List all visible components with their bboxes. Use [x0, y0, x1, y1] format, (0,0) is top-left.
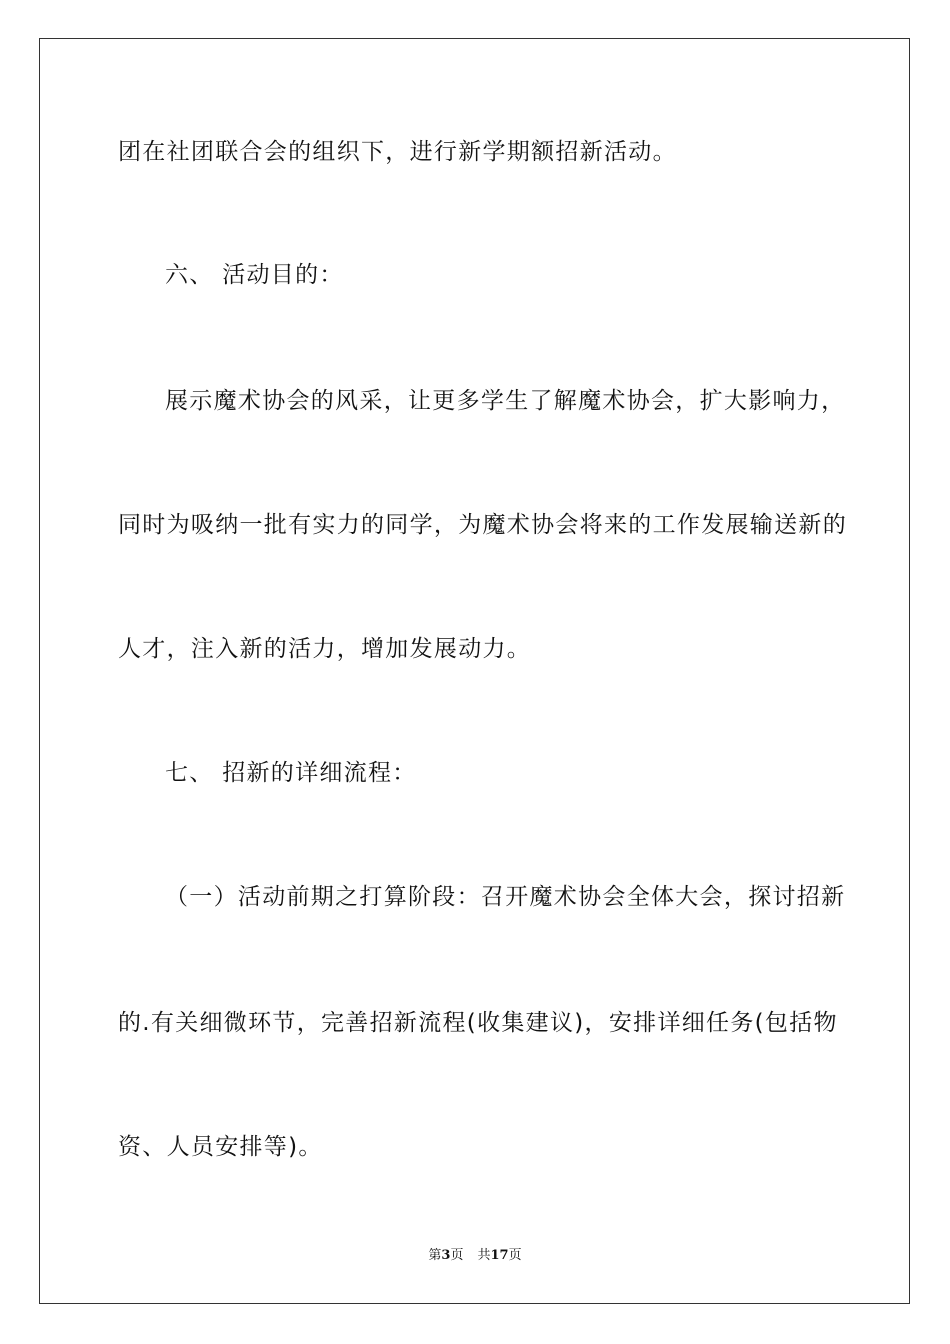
section-heading-purpose: 六、 活动目的：	[165, 262, 344, 288]
paragraph-line: 展示魔术协会的风采，让更多学生了解魔术协会，扩大影响力，	[165, 388, 846, 414]
total-suffix: 页	[508, 1248, 522, 1263]
paragraph-line: 资、人员安排等)。	[118, 1134, 323, 1160]
page-prefix: 第	[428, 1248, 442, 1263]
total-prefix: 共	[477, 1248, 491, 1263]
section-heading-process: 七、 招新的详细流程：	[165, 760, 417, 786]
page-footer	[0, 1247, 950, 1265]
page-border	[39, 38, 910, 1304]
page-number: 3	[441, 1248, 451, 1263]
paragraph-line: 人才，注入新的活力，增加发展动力。	[118, 636, 532, 662]
paragraph-line: 同时为吸纳一批有实力的同学，为魔术协会将来的工作发展输送新的	[118, 512, 847, 538]
page-suffix: 页	[450, 1248, 464, 1263]
paragraph-line: （一）活动前期之打算阶段：召开魔术协会全体大会，探讨招新	[165, 884, 846, 910]
paragraph-line: 的.有关细微环节，完善招新流程(收集建议)，安排详细任务(包括物	[118, 1010, 838, 1036]
total-pages: 17	[490, 1248, 509, 1263]
paragraph-line: 团在社团联合会的组织下，进行新学期额招新活动。	[118, 139, 677, 165]
